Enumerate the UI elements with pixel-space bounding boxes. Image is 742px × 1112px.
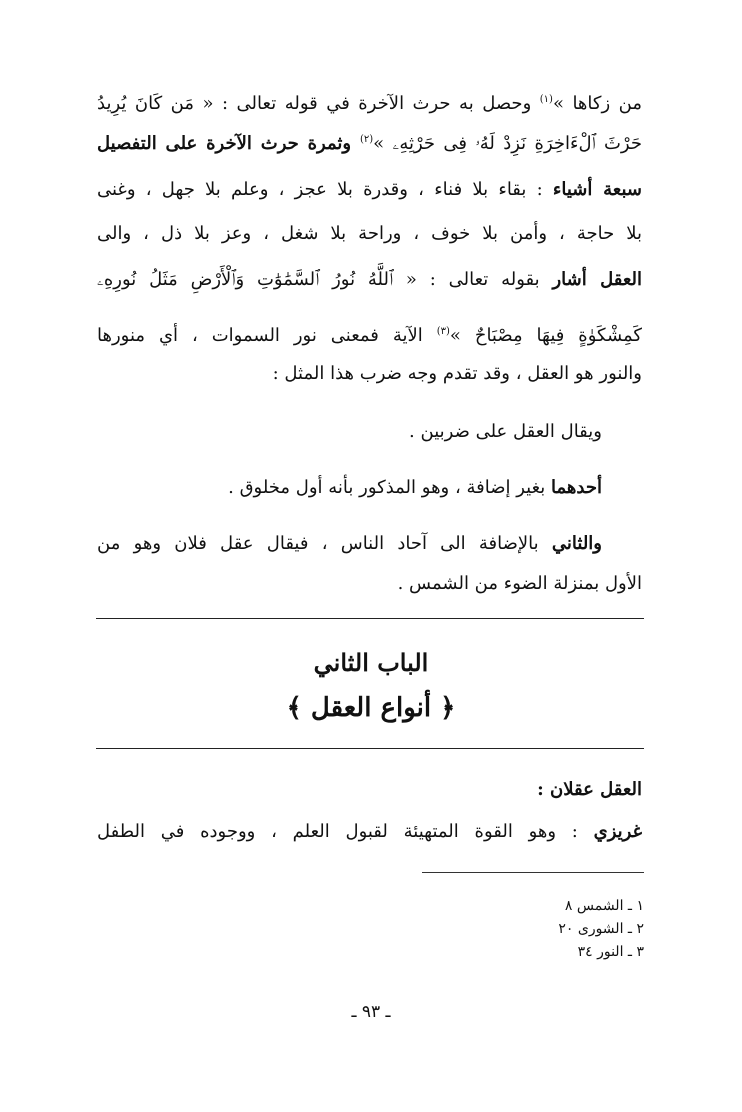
gharizi-line <box>97 812 642 852</box>
chapter-title: الباب الثاني <box>313 648 429 677</box>
gharizi-text: : وهو القوة المتهيئة لقبول العلم ، ووجوده في الطفل <box>97 821 594 842</box>
footnote-1: ١ ـ الشمس ٨ <box>564 898 644 914</box>
two-kinds-line <box>142 412 602 452</box>
body-line-5 <box>97 260 642 300</box>
second-kind-bold: والثاني <box>551 533 602 554</box>
footnote-2: ٢ ـ الشورى ٢٠ <box>558 921 644 937</box>
body-line-2 <box>97 124 642 164</box>
line-4-text: بلا حاجة ، وأمن بلا خوف ، وراحة بلا شغل ، وعز بلا ذل ، والى <box>97 223 642 244</box>
footnote-ref-1: (١) <box>539 94 553 105</box>
page-number: ـ ٩٣ ـ <box>351 1002 391 1022</box>
second-kind-text-1: بالإضافة الى آحاد الناس ، فيقال عقل فلان وهو من <box>97 533 552 554</box>
second-kind-line-1 <box>97 524 602 564</box>
line-6-post: الآية فمعنى نور السموات ، أي منورها <box>97 325 437 346</box>
footnote-3: ٣ ـ النور ٣٤ <box>577 944 644 960</box>
two-kinds-text: ويقال العقل على ضربين . <box>409 421 602 442</box>
body-line-7 <box>97 354 642 394</box>
section-label-line <box>97 770 642 810</box>
first-kind-bold: أحدهما <box>551 477 602 498</box>
footnote-rule <box>422 872 644 873</box>
line-2-quran: حَرْثَ ٱلْءَاخِرَةِ نَزِدْ لَهُۥ فِى حَرْثِهِۦ » <box>373 133 642 154</box>
footnote-ref-3: (٣) <box>436 326 450 337</box>
second-kind-line-2 <box>97 564 642 604</box>
first-kind-text: بغير إضافة ، وهو المذكور بأنه أول مخلوق . <box>228 477 552 498</box>
line-5-bold: العقل أشار <box>552 269 642 290</box>
body-line-6 <box>97 316 642 356</box>
line-1-text: من زكاها » <box>552 93 642 114</box>
line-2-bold: وثمرة حرث الآخرة على التفصيل <box>97 133 360 154</box>
line-5-text: بقوله تعالى : « ٱللَّهُ نُورُ ٱلسَّمَٰوَٰتِ وَٱلْأَرْضِ مَثَلُ نُورِهِۦ <box>97 269 553 290</box>
line-3-bold: سبعة أشياء <box>552 179 642 200</box>
gharizi-bold: غريزي <box>593 821 642 842</box>
footnote-ref-2: (٢) <box>359 134 374 145</box>
first-kind-line <box>142 468 602 508</box>
top-section-rule <box>96 618 644 619</box>
line-1-post: وحصل به حرث الآخرة في قوله تعالى : « مَن كَانَ يُرِيدُ <box>97 93 540 114</box>
body-line-4 <box>97 214 642 254</box>
body-line-3 <box>97 170 642 210</box>
section-label: العقل عقلان : <box>537 779 642 800</box>
line-6-text: كَمِشْكَوٰةٍ فِيهَا مِصْبَاحٌ » <box>449 325 642 346</box>
line-3-text: : بقاء بلا فناء ، وقدرة بلا عجز ، وعلم بلا جهل ، وغنى <box>97 179 553 200</box>
bottom-section-rule <box>96 748 644 749</box>
second-kind-text-2: الأول بمنزلة الضوء من الشمس . <box>397 573 642 594</box>
body-line-1 <box>97 84 642 124</box>
chapter-subtitle: ﴿ أنواع العقل ﴾ <box>286 693 456 723</box>
line-7-text: والنور هو العقل ، وقد تقدم وجه ضرب هذا المثل : <box>272 363 642 384</box>
